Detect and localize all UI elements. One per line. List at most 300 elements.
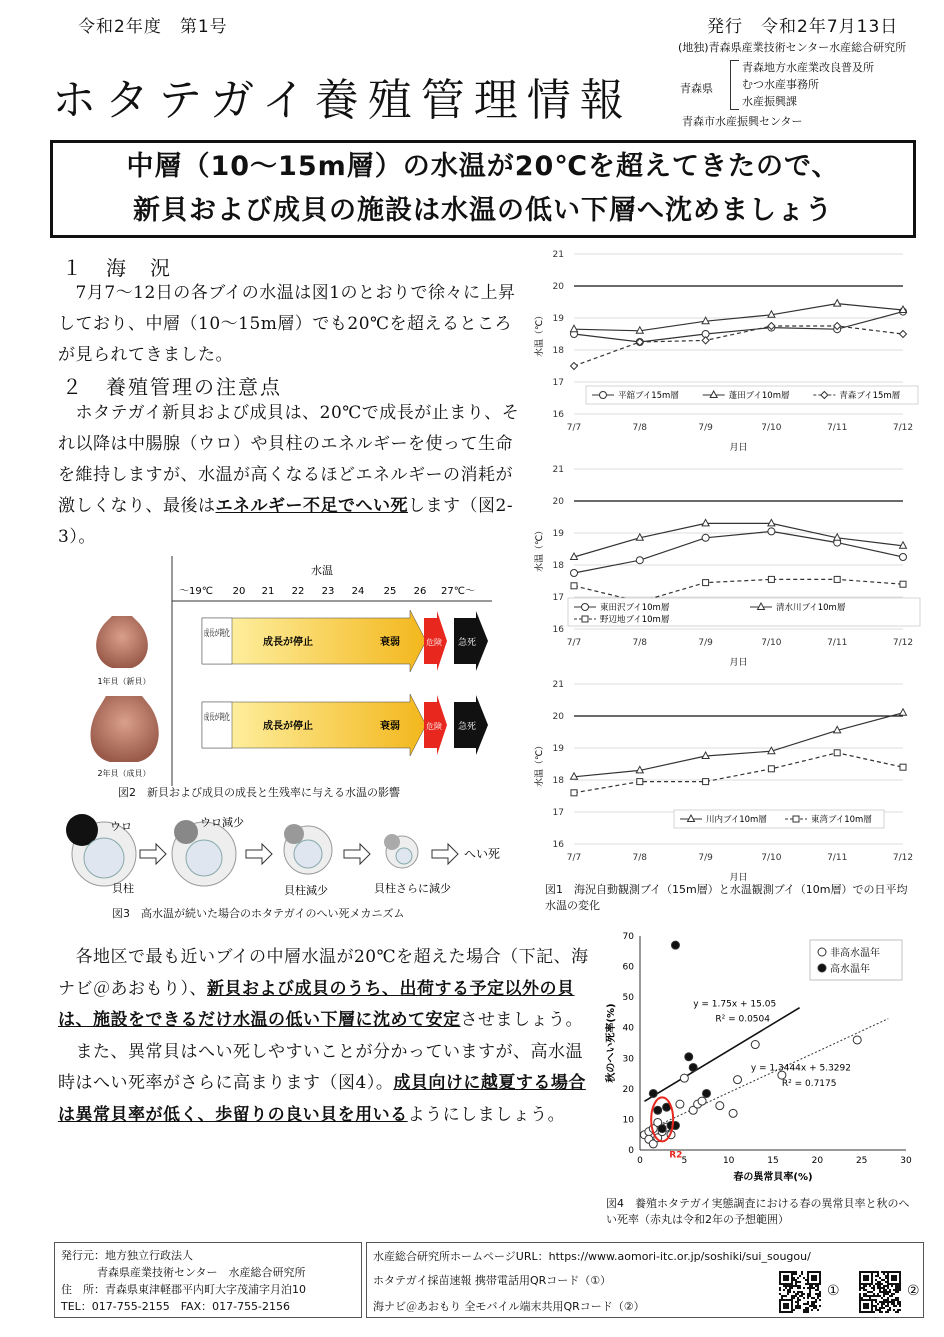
qr-module xyxy=(891,1275,893,1277)
qr-module xyxy=(809,1287,811,1289)
qr-module xyxy=(807,1295,809,1297)
qr-module xyxy=(787,1291,789,1293)
qr-module xyxy=(783,1305,785,1307)
data-point xyxy=(637,779,643,785)
qr-module xyxy=(813,1283,815,1285)
qr-module xyxy=(885,1299,887,1301)
qr-module xyxy=(809,1305,811,1307)
qr-module xyxy=(885,1305,887,1307)
x-tick-label: 7/9 xyxy=(698,423,713,433)
y-axis-label: 水温（℃） xyxy=(535,310,545,358)
qr-module xyxy=(859,1275,861,1277)
data-point xyxy=(703,1089,711,1097)
y-tick-label: 16 xyxy=(552,410,564,420)
qr-module xyxy=(813,1307,815,1309)
qr-module xyxy=(859,1283,861,1285)
qr-module xyxy=(867,1311,869,1313)
qr-module xyxy=(815,1275,817,1277)
qr-module xyxy=(783,1285,785,1287)
qr-module xyxy=(859,1285,861,1287)
qr-module xyxy=(867,1279,869,1281)
qr-module xyxy=(791,1301,793,1303)
legend-label: 野辺地ブイ10m層 xyxy=(600,615,670,625)
qr-module xyxy=(891,1285,893,1287)
qr-module xyxy=(811,1303,813,1305)
qr-module xyxy=(863,1305,865,1307)
qr-module xyxy=(871,1299,873,1301)
qr-module xyxy=(869,1311,871,1313)
data-point xyxy=(702,534,709,541)
qr-module xyxy=(793,1309,795,1311)
fig3-caption: 図3 高水温が続いた場合のホタテガイのへい死メカニズム xyxy=(112,907,405,920)
qr-module xyxy=(815,1277,817,1279)
qr-module xyxy=(791,1297,793,1299)
y-axis-label: 秋のへい死率(%) xyxy=(606,1003,617,1083)
homepage-url[interactable]: 水産総合研究所ホームページURL：https://www.aomori-itc.or.jp/soshiki/sui_sougou/ xyxy=(373,1250,811,1263)
qr-module xyxy=(893,1309,895,1311)
qr-module xyxy=(875,1305,877,1307)
qr-module xyxy=(863,1285,865,1287)
qr-module xyxy=(877,1271,879,1273)
legend-marker xyxy=(818,964,826,972)
qr-module xyxy=(875,1275,877,1277)
qr-module xyxy=(887,1299,889,1301)
fig2-temp: 23 xyxy=(321,586,335,597)
qr-module xyxy=(873,1287,875,1289)
legend-marker xyxy=(600,392,607,399)
qr-code-2-icon[interactable] xyxy=(859,1271,901,1313)
y-axis-label: 水温（℃） xyxy=(535,740,545,788)
qr-module xyxy=(819,1271,821,1273)
qr-module xyxy=(785,1279,787,1281)
qr-module xyxy=(817,1287,819,1289)
qr-module xyxy=(879,1295,881,1297)
qr-module xyxy=(879,1277,881,1279)
qr-module xyxy=(779,1299,781,1301)
qr-module xyxy=(877,1293,879,1295)
y-tick-label: 0 xyxy=(628,1146,634,1156)
qr-module xyxy=(897,1297,899,1299)
qr-module xyxy=(867,1299,869,1301)
series-line xyxy=(574,713,903,777)
x-tick-label: 7/8 xyxy=(632,853,648,863)
qr-module xyxy=(865,1289,867,1291)
fig2-diagram xyxy=(92,556,492,786)
qr-module xyxy=(863,1271,865,1273)
qr-module xyxy=(883,1279,885,1281)
fig2-temp: 20 xyxy=(232,586,246,597)
prefecture-label: 青森県 xyxy=(680,82,713,95)
qr-module xyxy=(779,1273,781,1275)
arrow-right-icon xyxy=(140,844,166,864)
qr-module xyxy=(779,1305,781,1307)
qr-module xyxy=(811,1301,813,1303)
qr-module xyxy=(899,1277,901,1279)
qr-module xyxy=(791,1307,793,1309)
x-tick-label: 7/7 xyxy=(566,423,582,433)
qr-module xyxy=(861,1299,863,1301)
qr-module xyxy=(895,1289,897,1291)
qr1-label: ホタテガイ採苗速報 携帯電話用QRコード（①） xyxy=(373,1274,612,1287)
qr-module xyxy=(789,1287,791,1289)
qr-module xyxy=(871,1273,873,1275)
legend-label: 高水温年 xyxy=(830,964,870,975)
qr-module xyxy=(893,1289,895,1291)
qr-module xyxy=(891,1277,893,1279)
qr-module xyxy=(811,1309,813,1311)
qr-module xyxy=(807,1301,809,1303)
qr-module xyxy=(787,1303,789,1305)
qr-module xyxy=(811,1285,813,1287)
qr-module xyxy=(805,1307,807,1309)
qr-module xyxy=(859,1305,861,1307)
qr-module xyxy=(899,1275,901,1277)
qr-module xyxy=(885,1301,887,1303)
qr-module xyxy=(895,1283,897,1285)
data-point xyxy=(834,300,841,307)
fig3-label: へい死 xyxy=(464,847,501,861)
qr-module xyxy=(895,1287,897,1289)
x-axis-label: 春の異常貝率(%) xyxy=(733,1172,813,1183)
qr-module xyxy=(779,1293,781,1295)
org-list xyxy=(742,59,874,110)
qr-module xyxy=(795,1293,797,1295)
qr-module xyxy=(811,1287,813,1289)
fig2-slow: 成長が鈍化 xyxy=(204,629,250,639)
qr-module xyxy=(887,1275,889,1277)
qr2-label: 海ナビ＠あおもり 全モバイル端末共用QRコード（②） xyxy=(373,1300,645,1313)
qr-module xyxy=(879,1289,881,1291)
data-point xyxy=(689,1063,697,1071)
qr-module xyxy=(807,1277,809,1279)
data-point xyxy=(716,1102,724,1110)
qr-module xyxy=(807,1287,809,1289)
qr-module xyxy=(881,1301,883,1303)
qr-module xyxy=(859,1297,861,1299)
qr-module xyxy=(867,1305,869,1307)
qr-module xyxy=(813,1287,815,1289)
legend-label: 平舘ブイ15m層 xyxy=(618,391,679,401)
qr-module xyxy=(791,1273,793,1275)
qr-module xyxy=(779,1303,781,1305)
qr-module xyxy=(791,1283,793,1285)
qr-module xyxy=(893,1301,895,1303)
qr-code-1-icon[interactable] xyxy=(779,1271,821,1313)
section-1-text: 7月7～12日の各ブイの水温は図1のとおりで徐々に上昇しており、中層（10～15m層）でも20℃を超えるところが見られてきました。 xyxy=(58,283,516,365)
qr-module xyxy=(779,1311,781,1313)
x-tick-label: 0 xyxy=(637,1156,643,1166)
qr-module xyxy=(887,1311,889,1313)
qr-module xyxy=(883,1301,885,1303)
qr-module xyxy=(893,1279,895,1281)
figure-4-scatter xyxy=(600,926,920,1192)
fig2-temp: 26 xyxy=(413,586,427,597)
y-tick-label: 70 xyxy=(622,932,634,942)
qr-module xyxy=(859,1301,861,1303)
qr-module xyxy=(895,1311,897,1313)
qr-module xyxy=(873,1299,875,1301)
x-tick-label: 7/11 xyxy=(827,638,848,648)
fig2-danger: 危険 xyxy=(426,638,442,647)
qr-module xyxy=(781,1295,783,1297)
qr-module xyxy=(787,1289,789,1291)
qr-module xyxy=(871,1271,873,1273)
qr-module xyxy=(783,1295,785,1297)
fig3-label: 貝柱さらに減少 xyxy=(374,882,451,895)
y-tick-label: 17 xyxy=(552,808,564,818)
qr-module xyxy=(889,1301,891,1303)
qr-module xyxy=(879,1311,881,1313)
qr-module xyxy=(793,1285,795,1287)
qr-module xyxy=(871,1307,873,1309)
qr-module xyxy=(819,1291,821,1293)
qr-module xyxy=(779,1275,781,1277)
y-tick-label: 18 xyxy=(552,346,564,356)
x-tick-label: 7/7 xyxy=(566,638,582,648)
qr-module xyxy=(889,1271,891,1273)
qr-module xyxy=(883,1293,885,1295)
qr-module xyxy=(881,1271,883,1273)
qr-module xyxy=(791,1311,793,1313)
qr-module xyxy=(793,1291,795,1293)
y-tick-label: 10 xyxy=(622,1115,634,1126)
qr-module xyxy=(893,1305,895,1307)
qr-module xyxy=(813,1275,815,1277)
data-point xyxy=(900,709,907,716)
qr-module xyxy=(817,1309,819,1311)
qr-module xyxy=(865,1299,867,1301)
qr-module xyxy=(799,1285,801,1287)
qr-module xyxy=(797,1305,799,1307)
x-tick-label: 7/9 xyxy=(698,853,713,863)
qr-module xyxy=(863,1279,865,1281)
issue-number: 令和2年度 第1号 xyxy=(78,17,228,37)
qr-module xyxy=(785,1311,787,1313)
series-line xyxy=(574,312,903,342)
qr-module xyxy=(879,1285,881,1287)
qr-module xyxy=(895,1275,897,1277)
qr-module xyxy=(785,1283,787,1285)
page-title: ホタテガイ養殖管理情報 xyxy=(52,75,633,126)
qr-module xyxy=(799,1275,801,1277)
qr-module xyxy=(871,1303,873,1305)
qr-module xyxy=(805,1279,807,1281)
qr-module xyxy=(879,1287,881,1289)
qr-module xyxy=(795,1307,797,1309)
fig2-caption: 図2 新貝および成貝の成長と生残率に与える水温の影響 xyxy=(118,786,400,799)
qr-module xyxy=(863,1293,865,1295)
footer-publisher-label: 発行元：地方独立行政法人 xyxy=(61,1249,193,1262)
qr-module xyxy=(863,1277,865,1279)
qr-module xyxy=(799,1295,801,1297)
qr-module xyxy=(789,1271,791,1273)
qr-module xyxy=(865,1271,867,1273)
qr-module xyxy=(791,1309,793,1311)
qr-module xyxy=(897,1303,899,1305)
section-3-text-b: させましょう。 xyxy=(460,1010,583,1030)
qr-module xyxy=(859,1281,861,1283)
qr-module xyxy=(815,1301,817,1303)
qr-module xyxy=(799,1291,801,1293)
qr-module xyxy=(811,1305,813,1307)
qr-module xyxy=(813,1301,815,1303)
qr-module xyxy=(897,1271,899,1273)
qr-module xyxy=(895,1291,897,1293)
qr-module xyxy=(819,1283,821,1285)
x-tick-label: 30 xyxy=(900,1156,912,1166)
y-tick-label: 18 xyxy=(552,561,564,571)
figure-3 xyxy=(62,810,532,906)
footer-publisher-org: 青森県産業技術センター 水産総合研究所 xyxy=(97,1266,306,1279)
data-point xyxy=(768,766,774,772)
x-tick-label: 25 xyxy=(855,1156,868,1166)
footer-address: 住 所：青森県東津軽郡平内町大字茂浦字月泊10 xyxy=(61,1283,306,1296)
r2-label: R² = 0.0504 xyxy=(715,1014,770,1025)
arrow-right-icon xyxy=(344,844,370,864)
qr-module xyxy=(867,1277,869,1279)
qr-module xyxy=(867,1283,869,1285)
qr-module xyxy=(865,1293,867,1295)
qr-module xyxy=(859,1271,861,1273)
fig2-temp: 25 xyxy=(383,586,397,597)
qr-module xyxy=(871,1287,873,1289)
qr-module xyxy=(805,1303,807,1305)
qr-module xyxy=(859,1295,861,1297)
qr-module xyxy=(863,1287,865,1289)
qr-module xyxy=(785,1299,787,1301)
fig2-danger: 危険 xyxy=(426,722,442,731)
qr-module xyxy=(819,1273,821,1275)
data-point xyxy=(834,750,840,756)
qr-module xyxy=(801,1271,803,1273)
qr-module xyxy=(789,1291,791,1293)
org-item: 水産振興課 xyxy=(742,95,797,108)
qr-module xyxy=(865,1307,867,1309)
qr-module xyxy=(791,1303,793,1305)
qr-module xyxy=(897,1299,899,1301)
qr-module xyxy=(869,1271,871,1273)
qr-module xyxy=(805,1309,807,1311)
qr-module xyxy=(869,1283,871,1285)
qr-module xyxy=(811,1297,813,1299)
qr-module xyxy=(795,1301,797,1303)
qr-module xyxy=(869,1285,871,1287)
qr-module xyxy=(797,1287,799,1289)
qr-module xyxy=(867,1307,869,1309)
qr-module xyxy=(891,1301,893,1303)
qr-module xyxy=(873,1311,875,1313)
qr-module xyxy=(889,1283,891,1285)
qr-module xyxy=(795,1271,797,1273)
fig3-label: 貝柱 xyxy=(112,882,134,895)
fig2-death: 急死 xyxy=(457,722,477,732)
qr-module xyxy=(863,1311,865,1313)
qr-module xyxy=(889,1291,891,1293)
qr-module xyxy=(869,1291,871,1293)
qr-module xyxy=(779,1309,781,1311)
qr-module xyxy=(865,1295,867,1297)
qr-module xyxy=(797,1281,799,1283)
qr-module xyxy=(817,1285,819,1287)
data-point xyxy=(571,570,578,577)
fig3-diagram xyxy=(62,810,532,906)
qr-module xyxy=(799,1307,801,1309)
section-3-text-c: また、異常貝はへい死しやすいことが分かっていますが、高水温時はへい死率がさらに高まります（図4）。 xyxy=(58,1041,583,1093)
qr-module xyxy=(815,1305,817,1307)
data-point xyxy=(900,581,906,587)
qr-module xyxy=(783,1275,785,1277)
qr-module xyxy=(807,1283,809,1285)
qr-module xyxy=(817,1283,819,1285)
qr-module xyxy=(807,1309,809,1311)
data-point xyxy=(900,764,906,770)
qr-module xyxy=(813,1297,815,1299)
line-chart-2 xyxy=(533,465,920,668)
qr-module xyxy=(887,1305,889,1307)
qr-module xyxy=(779,1307,781,1309)
qr-module xyxy=(885,1281,887,1283)
qr-module xyxy=(889,1295,891,1297)
qr-module xyxy=(895,1297,897,1299)
x-tick-label: 7/11 xyxy=(827,423,848,433)
qr-module xyxy=(877,1287,879,1289)
qr-module xyxy=(899,1279,901,1281)
fig2-weak: 衰弱 xyxy=(380,721,400,732)
qr-module xyxy=(793,1271,795,1273)
y-tick-label: 21 xyxy=(552,250,564,260)
x-tick-label: 15 xyxy=(767,1156,779,1166)
qr-module xyxy=(871,1311,873,1313)
qr-module xyxy=(795,1295,797,1297)
x-axis-label: 月日 xyxy=(729,658,748,668)
qr-module xyxy=(813,1277,815,1279)
qr-module xyxy=(879,1281,881,1283)
figure-1-charts xyxy=(528,244,928,883)
qr-module xyxy=(875,1309,877,1311)
qr-module xyxy=(819,1279,821,1281)
fig2-weak: 衰弱 xyxy=(380,637,400,648)
qr-module xyxy=(891,1283,893,1285)
qr-module xyxy=(789,1283,791,1285)
data-point xyxy=(703,779,709,785)
qr-module xyxy=(897,1311,899,1313)
qr-module xyxy=(873,1305,875,1307)
fig2-stop: 成長が停止 xyxy=(263,637,313,648)
qr-module xyxy=(871,1281,873,1283)
data-point xyxy=(671,941,679,949)
qr-module xyxy=(785,1305,787,1307)
qr-module xyxy=(863,1307,865,1309)
data-point xyxy=(571,790,577,796)
fig2-temp: 24 xyxy=(351,586,365,597)
qr-module xyxy=(899,1281,901,1283)
qr-module xyxy=(869,1297,871,1299)
qr-module xyxy=(807,1307,809,1309)
qr-module xyxy=(807,1273,809,1275)
x-tick-label: 7/11 xyxy=(827,853,848,863)
qr-module xyxy=(883,1295,885,1297)
qr-module xyxy=(797,1303,799,1305)
qr-module xyxy=(881,1311,883,1313)
qr-module xyxy=(815,1279,817,1281)
qr-module xyxy=(861,1311,863,1313)
qr-module xyxy=(881,1297,883,1299)
series-line xyxy=(574,753,903,793)
legend-marker xyxy=(582,604,589,611)
qr-module xyxy=(883,1299,885,1301)
qr-module xyxy=(801,1293,803,1295)
fig2-stop: 成長が停止 xyxy=(263,721,313,732)
